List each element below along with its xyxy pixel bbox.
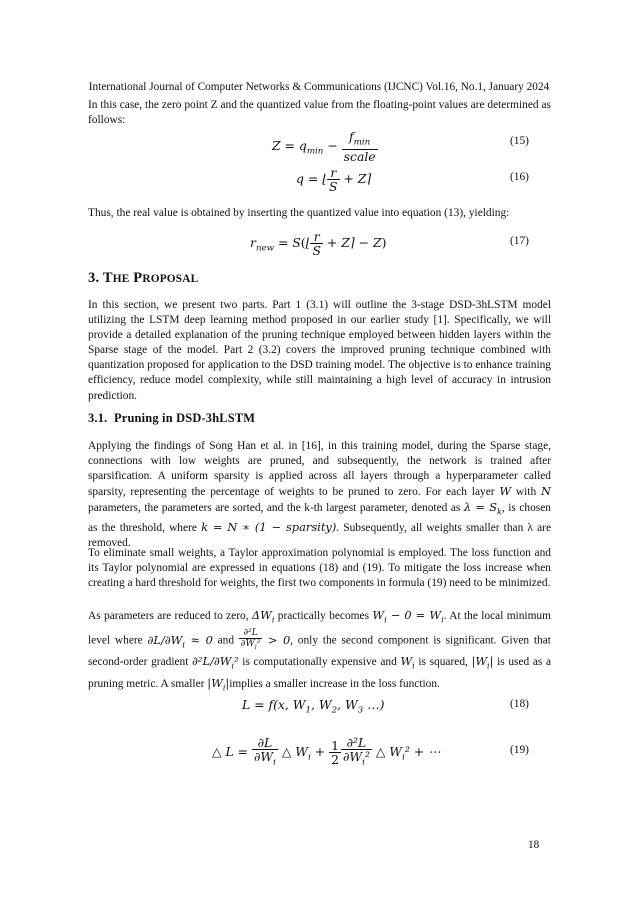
equation-15: $Z = q_{min}$ − $\frac{f_{min}}{\text{scale}}$ (15) <box>272 129 529 165</box>
intro-paragraph: In this case, the zero point Z and the quantized value from the floating-point values are determined as follows: <box>88 99 551 127</box>
thus-paragraph: Thus, the real value is obtained by inserting the quantized value into equation (13), yielding: <box>88 207 510 219</box>
journal-header: International Journal of Computer Networks & Communications (IJCNC) Vol.16, No.1, January 2024 <box>88 81 550 93</box>
section-3-1-heading: 3.1. Pruning in DSD-3hLSTM <box>88 411 256 425</box>
pruning-paragraph: Applying the findings of Song Han et al. in [16], in this training model, during the Sparse stage, connections with low weights are pruned, and subsequently, the network is trained after sparsification. A uniform sparsity is applied across all layers through a hyperparameter called sparsity, representing the percentage of weights to be pruned to zero. For each layer W with N parameters, the parameters are sorted, and the k-th largest parameter, denoted as $\lambda = S_k$, is chosen as the threshold, where k = N ∗ (1 − sparsity). Subsequently, all weights smaller than λ are removed. <box>88 440 552 549</box>
equation-number-17: (17) <box>510 235 529 247</box>
equation-number-16: (16) <box>510 171 529 183</box>
section-number: 3. <box>88 270 100 286</box>
equation-number-15: (15) <box>510 135 529 147</box>
equation-number-18: (18) <box>510 698 529 710</box>
equation-19: △ L = $\frac{\partial L}{\partial W_i}$ △ $W_i$ + $\frac{1}{2}$ $\frac{\text{∂²L}}{\partial W_i^2}$ △ $W_i^2$ + ⋯ (19) <box>212 735 529 768</box>
equation-16: q = ⌊ $\frac{r}{S}$ + Z⌉ (16) <box>296 165 529 194</box>
equation-18: L = f(x, $W_1$, $W_2$, $W_3$ …) (18) <box>242 697 529 716</box>
page-number: 18 <box>528 839 540 851</box>
equation-number-19: (19) <box>510 744 529 756</box>
equation-17: $r_{new}$ = S(⌊ $\frac{r}{S}$ + Z⌉ − Z) (17) <box>250 229 529 258</box>
section-3-paragraph: In this section, we present two parts. Part 1 (3.1) will outline the 3-stage DSD-3hLSTM model utilizing the LSTM deep learning method proposed in our earlier study [1]. Specifically, we will provide a detailed explanation of the pruning technique employed between hidden layers within the Sparse stage of the model. Part 2 (3.2) covers the improved pruning technique combined with quantization proposed for application to the DSD training model. The objective is to enhance training efficiency, reduce model complexity, while still maintaining a high level of accuracy in intrusion prediction. <box>88 299 551 402</box>
section-3-heading: 3. THE PROPOSAL <box>88 270 199 286</box>
taylor-paragraph: To eliminate small weights, a Taylor approximation polynomial is employed. The loss function and its Taylor polynomial are expressed in equations (18) and (19). To mitigate the loss increase when creating a hard threshold for weights, the first two components in formula (19) need to be minimized. <box>88 547 551 590</box>
metric-paragraph: As parameters are reduced to zero, $\Delta W_i$ practically becomes $W_i - 0 = W_i$. At the local minimum level where $\partial L/\partial W_i \approx 0$ and $\frac{\text{∂²L}}{\partial W_i^2}$ > 0, only the second component is significant. Given that second-order gradient $\partial^2L/\partial W_i^2$ is computationally expensive and $W_i$ is squared, $|W_i|$ is used as a pruning metric. A smaller $|W_i|implies$ a smaller increase in the loss function. <box>88 608 551 693</box>
